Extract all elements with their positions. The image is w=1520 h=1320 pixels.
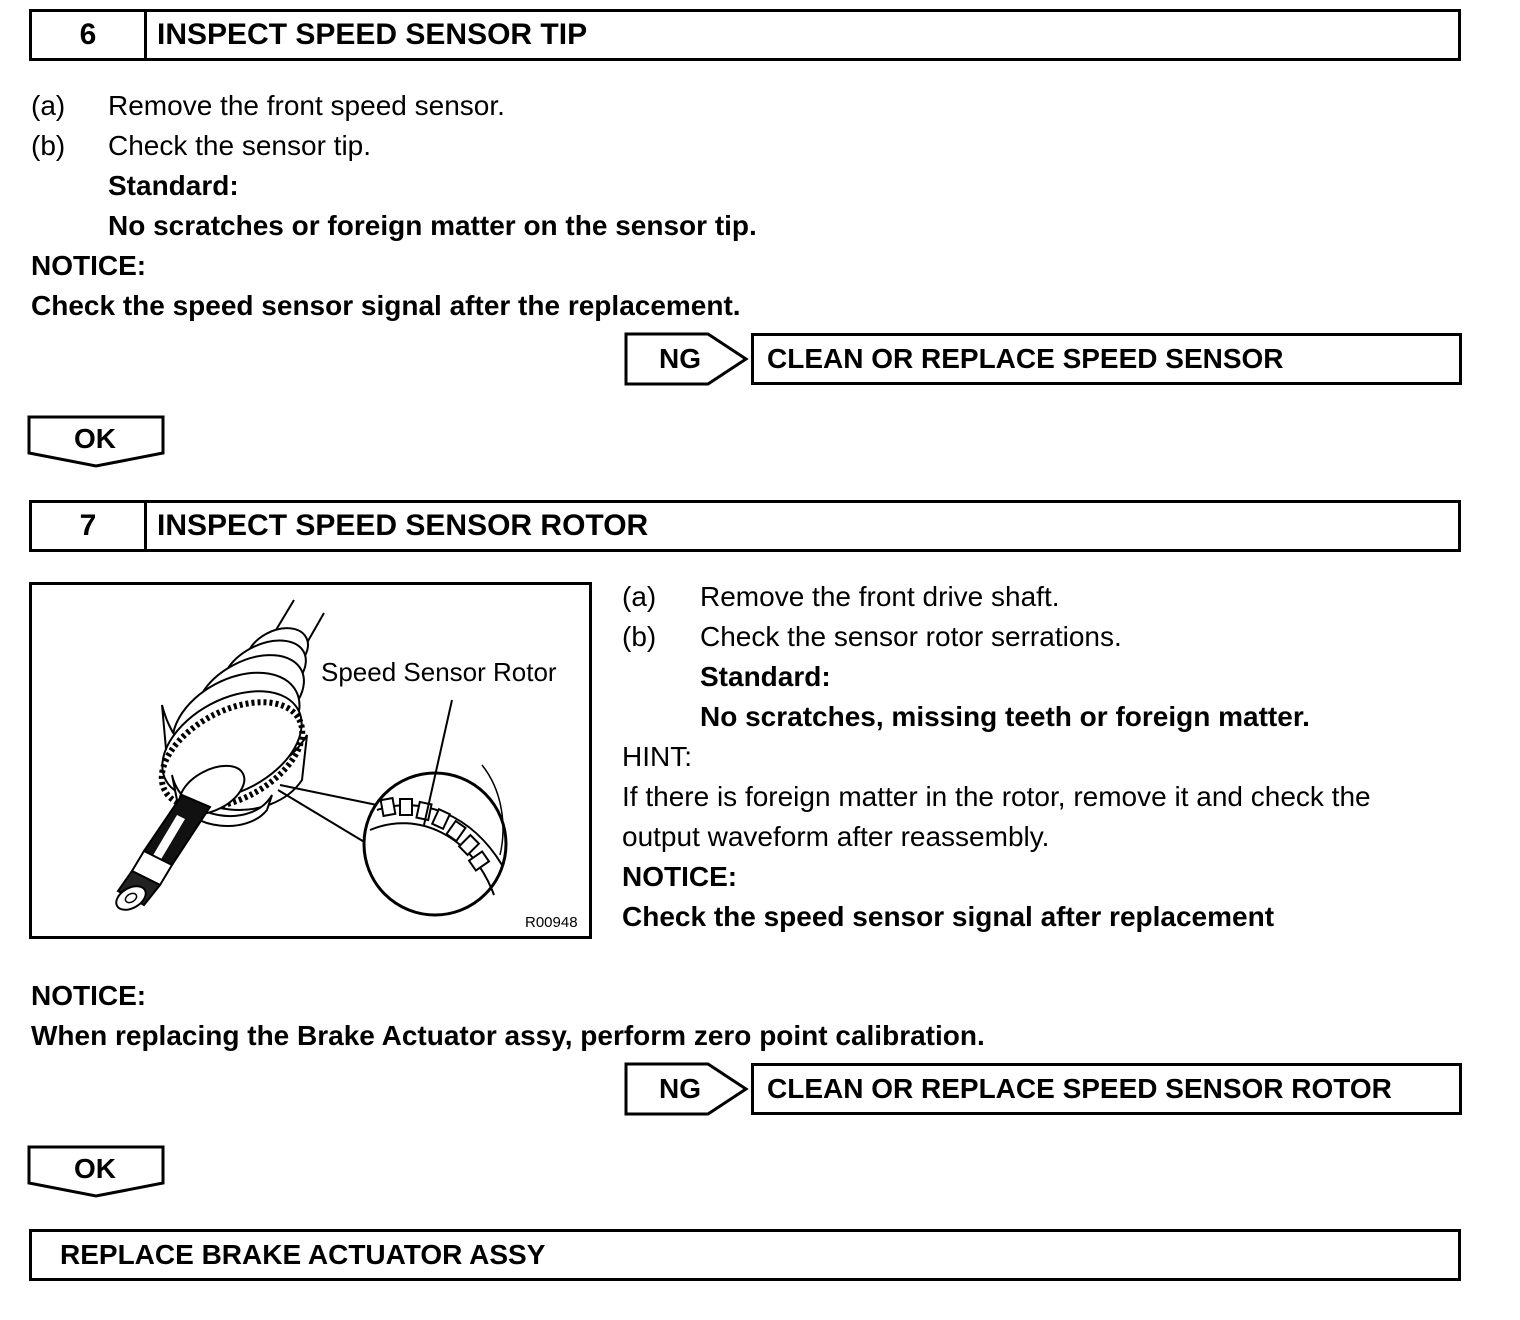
ok-label: OK bbox=[74, 1153, 116, 1184]
ng-result: CLEAN OR REPLACE SPEED SENSOR bbox=[751, 333, 1462, 385]
step-title: INSPECT SPEED SENSOR ROTOR bbox=[157, 509, 649, 542]
figure-id: R00948 bbox=[525, 914, 578, 931]
item-text: Check the sensor tip. bbox=[108, 130, 372, 161]
standard-text: No scratches, missing teeth or foreign matter. bbox=[700, 701, 1310, 732]
hint-text-line-2: output waveform after reassembly. bbox=[622, 821, 1050, 852]
notice-text: Check the speed sensor signal after the replacement. bbox=[31, 290, 741, 321]
step-number: 7 bbox=[32, 503, 147, 549]
ng-result: CLEAN OR REPLACE SPEED SENSOR ROTOR bbox=[751, 1063, 1462, 1115]
standard-label: Standard: bbox=[700, 661, 831, 692]
step-number: 6 bbox=[32, 12, 147, 58]
figure-callout: Speed Sensor Rotor bbox=[321, 657, 557, 687]
figure-frame bbox=[29, 582, 592, 939]
step-7-header bbox=[29, 500, 1461, 552]
item-text: Remove the front speed sensor. bbox=[108, 90, 505, 121]
item-label: (a) bbox=[622, 581, 657, 612]
notice-label: NOTICE: bbox=[31, 250, 147, 281]
item-label: (b) bbox=[31, 130, 66, 161]
item-label: (b) bbox=[622, 621, 657, 652]
standard-label: Standard: bbox=[108, 170, 239, 201]
notice-text: Check the speed sensor signal after replacement bbox=[622, 901, 1275, 932]
hint-text-line-1: If there is foreign matter in the rotor, remove it and check the bbox=[622, 781, 1371, 812]
standard-text: No scratches or foreign matter on the sensor tip. bbox=[108, 210, 757, 241]
speed-sensor-rotor-illustration bbox=[32, 585, 589, 936]
step-title: INSPECT SPEED SENSOR TIP bbox=[157, 18, 588, 51]
notice-label: NOTICE: bbox=[622, 861, 738, 892]
notice-text: When replacing the Brake Actuator assy, perform zero point calibration. bbox=[31, 1020, 985, 1051]
ng-label: NG bbox=[659, 343, 701, 374]
hint-label: HINT: bbox=[622, 741, 692, 772]
notice-label: NOTICE: bbox=[31, 980, 147, 1011]
ok-label: OK bbox=[74, 423, 116, 454]
step-6-header bbox=[29, 9, 1461, 61]
ng-label: NG bbox=[659, 1073, 701, 1104]
item-text: Check the sensor rotor serrations. bbox=[700, 621, 1122, 652]
item-text: Remove the front drive shaft. bbox=[700, 581, 1060, 612]
final-action: REPLACE BRAKE ACTUATOR ASSY bbox=[29, 1229, 1461, 1281]
item-label: (a) bbox=[31, 90, 66, 121]
